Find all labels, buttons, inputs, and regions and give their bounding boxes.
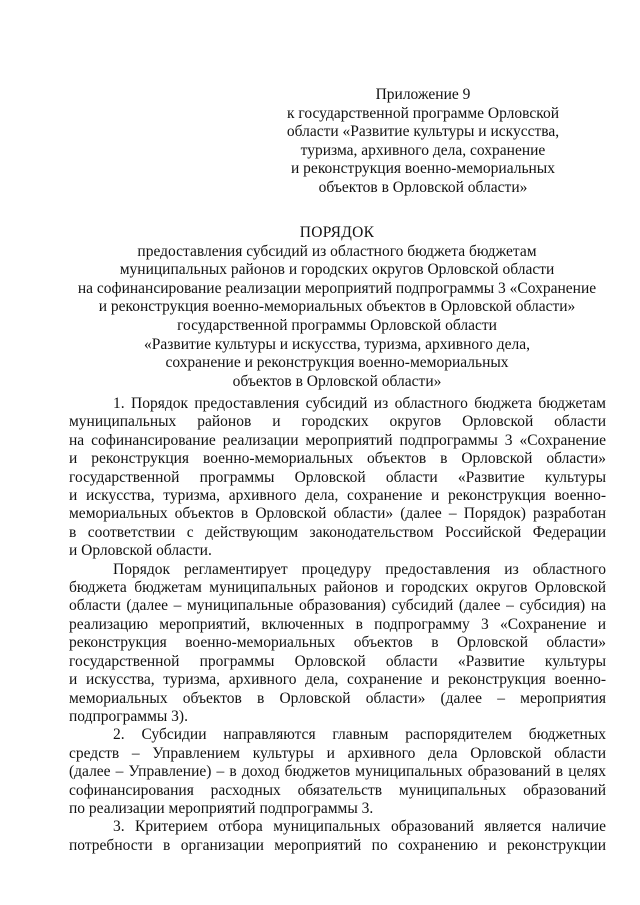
appendix-line: туризма, архивного дела, сохранение <box>300 141 546 159</box>
paragraph-2-line: области (далее – муниципальные образования) субсидий (далее – субсидия) на <box>69 597 606 615</box>
heading-line: муниципальных районов и городских округов Орловской области <box>119 261 555 279</box>
document-heading <box>44 224 630 391</box>
paragraph-3-line: средств – Управлением культуры и архивного дела Орловской области <box>69 744 606 762</box>
heading-line: и реконструкция военно-мемориальных объектов в Орловской области» <box>98 298 576 316</box>
paragraph-2-line: реконструкция военно-мемориальных объектов в Орловской области» <box>69 634 606 652</box>
paragraph-1-line: и Орловской области. <box>69 542 212 560</box>
paragraph-2-line: государственной программы Орловской области «Развитие культуры <box>69 652 606 670</box>
heading-line: объектов в Орловской области» <box>232 372 442 390</box>
heading-line: на софинансирование реализации мероприятий подпрограммы 3 «Сохранение <box>77 279 597 297</box>
appendix-header <box>240 86 606 198</box>
appendix-line: к государственной программе Орловской <box>286 104 560 122</box>
paragraph-3-line: (далее – Управление) – в доход бюджетов муниципальных образований в целях <box>69 763 606 781</box>
paragraph-2-line: Порядок регламентирует процедуру предоставления из областного <box>113 560 606 578</box>
heading-line: государственной программы Орловской области <box>177 316 497 334</box>
document-title: ПОРЯДОК <box>299 224 375 241</box>
paragraph-1-line: на софинансирование реализации мероприятий подпрограммы 3 «Сохранение <box>69 431 606 449</box>
paragraph-2-line: и искусства, туризма, архивного дела, сохранение и реконструкция военно- <box>69 671 606 689</box>
appendix-number: Приложение 9 <box>375 86 471 103</box>
paragraph-1-line: 1. Порядок предоставления субсидий из областного бюджета бюджетам <box>113 395 606 412</box>
heading-line: сохранение и реконструкция военно-мемориальных <box>165 354 509 372</box>
document-body <box>69 395 606 855</box>
appendix-line: области «Развитие культуры и искусства, <box>286 123 560 141</box>
paragraph-4-line: 3. Критерием отбора муниципальных образований является наличие <box>113 818 606 836</box>
paragraph-2-line: подпрограммы 3). <box>69 707 188 725</box>
paragraph-4-line: потребности в организации мероприятий по сохранению и реконструкции <box>69 836 606 854</box>
paragraph-2-line: мемориальных объектов в Орловской области» (далее – мероприятия <box>69 689 606 707</box>
paragraph-1-line: и искусства, туризма, архивного дела, сохранение и реконструкция военно- <box>69 487 606 505</box>
paragraph-2-line: бюджета бюджетам муниципальных районов и городских округов Орловской <box>69 579 606 597</box>
paragraph-1-line: мемориальных объектов в Орловской области» (далее – Порядок) разработан <box>69 505 606 523</box>
heading-line: предоставления субсидий из областного бюджета бюджетам <box>137 242 537 260</box>
paragraph-1-line: и реконструкция военно-мемориальных объектов в Орловской области» <box>69 450 606 468</box>
paragraph-3-line: по реализации мероприятий подпрограммы 3. <box>69 799 374 817</box>
appendix-line: объектов в Орловской области» <box>318 178 528 196</box>
paragraph-1-line: муниципальных районов и городских округов Орловской области <box>69 413 606 431</box>
heading-line: «Развитие культуры и искусства, туризма, архивного дела, <box>144 335 530 353</box>
paragraph-3-line: софинансирования расходных обязательств муниципальных образований <box>69 781 606 799</box>
paragraph-2-line: реализацию мероприятий, включенных в подпрограмму 3 «Сохранение и <box>69 615 606 633</box>
appendix-line: и реконструкция военно-мемориальных <box>291 160 555 178</box>
paragraph-1-line: в соответствии с действующим законодательством Российской Федерации <box>69 523 606 541</box>
paragraph-1-line: государственной программы Орловской области «Развитие культуры <box>69 468 606 486</box>
paragraph-3-line: 2. Субсидии направляются главным распорядителем бюджетных <box>113 726 606 744</box>
